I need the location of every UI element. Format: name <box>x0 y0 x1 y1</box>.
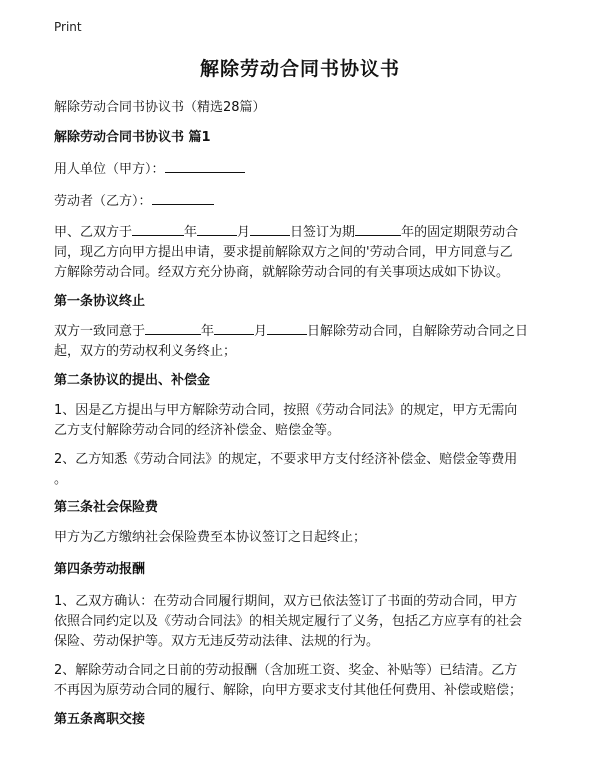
intro-line-3: 方解除劳动合同。经双方充分协商，就解除劳动合同的有关事项达成如下协议。 <box>54 265 510 280</box>
s1-text: 日解除劳动合同，自解除劳动合同之日 <box>307 324 529 339</box>
s2-p1-line-2: 乙方支付解除劳动合同的经济补偿金、赔偿金等。 <box>54 423 341 438</box>
s2-p2-line-2: 。 <box>54 472 68 487</box>
s1-text: 双方一致同意于 <box>54 324 146 339</box>
intro-text: 月 <box>237 225 251 240</box>
page-title: 解除劳动合同书协议书 <box>199 58 400 80</box>
section-heading-2: 第二条协议的提出、补偿金 <box>54 373 211 388</box>
day-blank[interactable] <box>250 223 290 236</box>
term-blank[interactable] <box>355 223 401 236</box>
day-blank[interactable] <box>267 322 307 335</box>
article-title: 解除劳动合同书协议书 篇1 <box>54 130 211 145</box>
document-subtitle: 解除劳动合同书协议书（精选28篇） <box>54 100 266 115</box>
intro-text: 日签订为期 <box>290 225 356 240</box>
employee-blank[interactable] <box>152 192 214 205</box>
s1-line-1 <box>54 320 528 339</box>
year-blank[interactable] <box>145 322 201 335</box>
s2-p2-line-1: 2、乙方知悉《劳动合同法》的规定，不要求甲方支付经济补偿金、赔偿金等费用 <box>54 452 518 467</box>
employer-line <box>54 158 245 177</box>
employee-label: 劳动者（乙方）： <box>54 194 152 209</box>
intro-text: 甲、乙双方于 <box>54 225 133 240</box>
s1-text: 月 <box>254 324 268 339</box>
intro-line-2: 同，现乙方向甲方提出申请，要求提前解除双方之间的'劳动合同，甲方同意与乙 <box>54 245 513 260</box>
print-label: Print <box>54 20 82 34</box>
employer-blank[interactable] <box>165 160 245 173</box>
s4-p1-line-3: 保险、劳动保护等。双方无违反劳动法律、法规的行为。 <box>54 634 380 649</box>
s1-text: 年 <box>201 324 215 339</box>
section-heading-1: 第一条协议终止 <box>54 294 146 309</box>
intro-text: 年 <box>184 225 198 240</box>
s3-line-1: 甲方为乙方缴纳社会保险费至本协议签订之日起终止； <box>54 530 367 545</box>
s4-p2-line-2: 不再因为原劳动合同的履行、解除，向甲方要求支付其他任何费用、补偿或赔偿； <box>54 683 523 698</box>
month-blank[interactable] <box>214 322 254 335</box>
employee-line <box>54 190 214 209</box>
s4-p1-line-1: 1、乙双方确认：在劳动合同履行期间，双方已依法签订了书面的劳动合同，甲方 <box>54 594 518 609</box>
s1-line-2: 起，双方的劳动权利义务终止； <box>54 344 237 359</box>
intro-text: 年的固定期限劳动合 <box>401 225 519 240</box>
employer-label: 用人单位（甲方）： <box>54 162 165 177</box>
s2-p1-line-1: 1、因是乙方提出与甲方解除劳动合同，按照《劳动合同法》的规定，甲方无需向 <box>54 403 518 418</box>
section-heading-4: 第四条劳动报酬 <box>54 562 146 577</box>
s4-p1-line-2: 依照合同约定以及《劳动合同法》的相关规定履行了义务，包括乙方应享有的社会 <box>54 614 523 629</box>
intro-line-1 <box>54 221 518 240</box>
year-blank[interactable] <box>132 223 184 236</box>
section-heading-3: 第三条社会保险费 <box>54 500 159 515</box>
section-heading-5: 第五条离职交接 <box>54 712 146 727</box>
s4-p2-line-1: 2、解除劳动合同之日前的劳动报酬（含加班工资、奖金、补贴等）已结清。乙方 <box>54 663 518 678</box>
month-blank[interactable] <box>197 223 237 236</box>
